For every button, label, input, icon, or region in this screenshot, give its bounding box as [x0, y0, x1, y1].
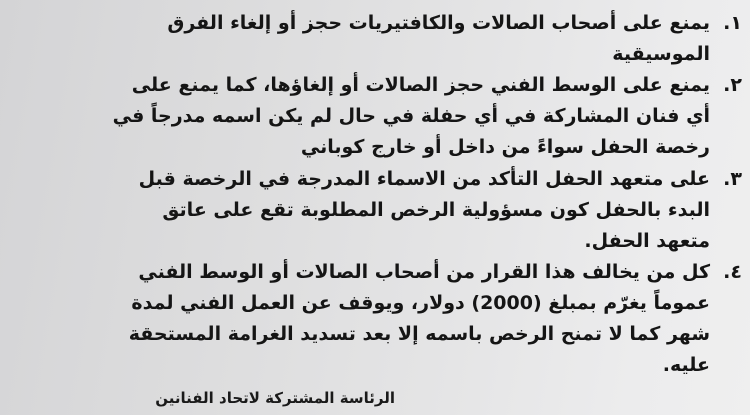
- item-2-number: ٢.: [723, 74, 742, 96]
- item-1-number: ١.: [723, 12, 742, 34]
- item-4-line-2: عموماً يغرّم بمبلغ (2000) دولار، ويوقف عن العمل الفني لمدة: [131, 292, 710, 314]
- item-2-line-2: أي فنان المشاركة في أي حفلة في حال لم يكن اسمه مدرجاً في: [112, 105, 710, 127]
- signature-line: الرئاسة المشتركة لاتحاد الفنانين: [155, 389, 395, 407]
- item-4-line-3: شهر كما لا تمنح الرخص باسمه إلا بعد تسديد الغرامة المستحقة: [128, 323, 710, 345]
- item-1-line-1: يمنع على أصحاب الصالات والكافتيريات حجز أو إلغاء الفرق: [167, 12, 710, 34]
- item-3-line-2: البدء بالحفل كون مسؤولية الرخص المطلوبة تقع على عاتق: [162, 199, 710, 221]
- item-1-line-2: الموسيقية: [612, 43, 710, 65]
- item-4-number: ٤.: [723, 261, 742, 283]
- item-2-line-3: رخصة الحفل سواءً من داخل أو خارج كوباني: [300, 136, 710, 158]
- item-4-line-1: كل من يخالف هذا القرار من أصحاب الصالات أو الوسط الفني: [138, 261, 710, 283]
- item-2-line-1: يمنع على الوسط الفني حجز الصالات أو إلغاؤها، كما يمنع على: [131, 74, 710, 96]
- item-3-number: ٣.: [723, 168, 742, 190]
- item-3-line-1: على متعهد الحفل التأكد من الاسماء المدرجة في الرخصة قبل: [138, 168, 710, 190]
- item-3-line-3: متعهد الحفل.: [584, 230, 710, 252]
- item-4-line-4: عليه.: [662, 354, 710, 376]
